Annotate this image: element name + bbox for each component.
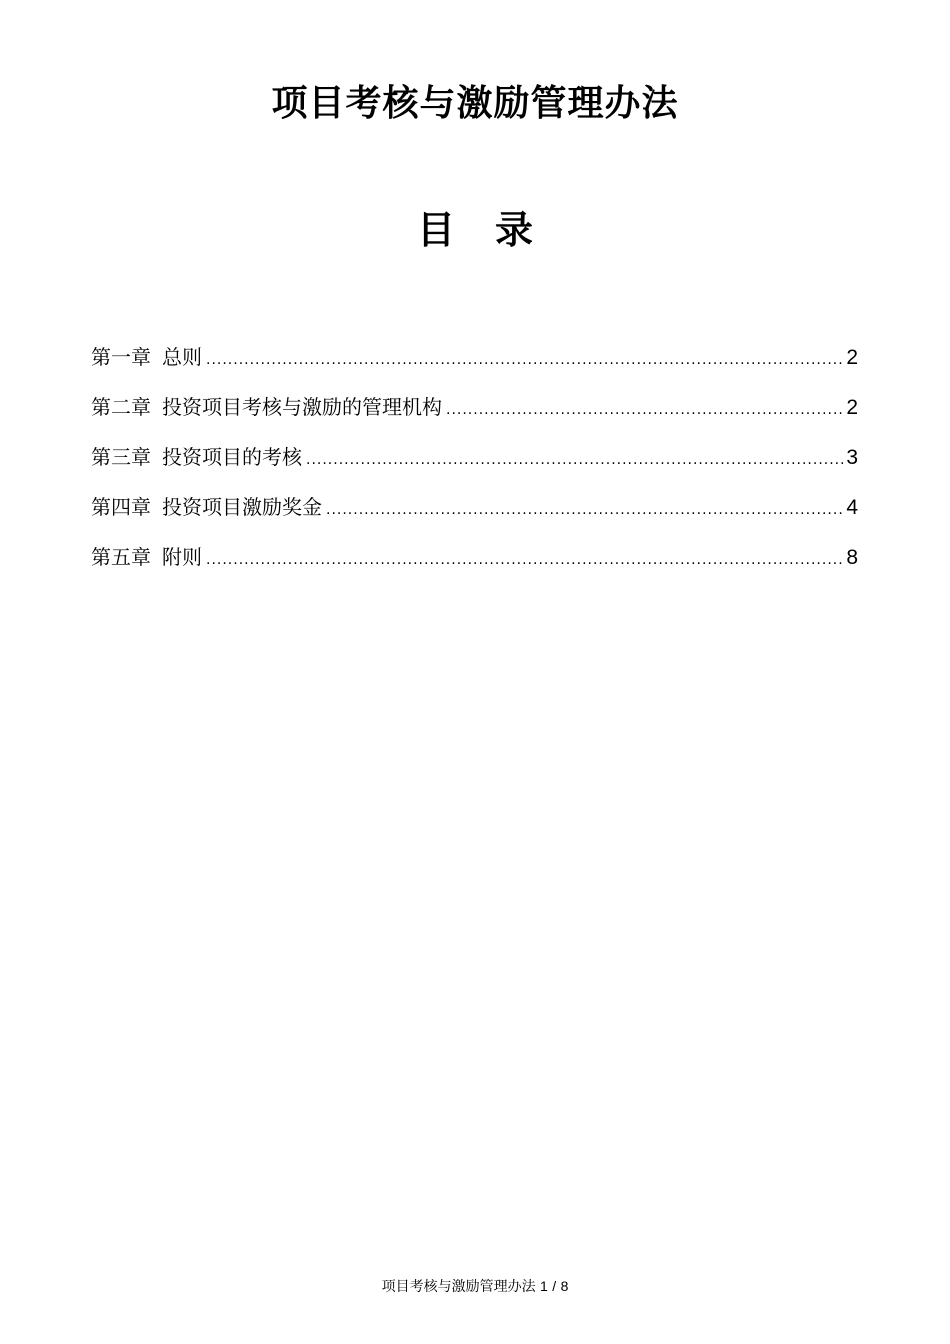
toc-chapter-number: 第一章 — [91, 345, 151, 369]
table-of-contents — [91, 339, 858, 589]
page-footer — [0, 1276, 950, 1297]
toc-entry-chapter-4[interactable] — [91, 489, 858, 539]
toc-chapter-name: 投资项目的考核 — [162, 445, 302, 469]
toc-dot-leader — [326, 492, 843, 528]
footer-total-pages: 8 — [560, 1278, 569, 1294]
toc-dot-leader — [206, 342, 843, 378]
toc-dot-leader — [206, 542, 843, 578]
toc-entry-chapter-2[interactable] — [91, 389, 858, 439]
toc-page-number: 4 — [846, 496, 858, 519]
toc-dot-leader — [446, 392, 843, 428]
footer-document-title: 项目考核与激励管理办法 — [381, 1279, 536, 1295]
document-title: 项目考核与激励管理办法 — [271, 83, 679, 124]
toc-heading-right: 录 — [495, 208, 534, 252]
toc-chapter-name: 投资项目考核与激励的管理机构 — [162, 395, 442, 419]
toc-chapter-number: 第三章 — [91, 445, 151, 469]
toc-page-number: 3 — [846, 446, 858, 469]
toc-chapter-number: 第五章 — [91, 545, 151, 569]
toc-chapter-number: 第四章 — [91, 495, 151, 519]
toc-chapter-number: 第二章 — [91, 395, 151, 419]
toc-chapter-name: 总则 — [162, 345, 202, 369]
toc-entry-chapter-3[interactable] — [91, 439, 858, 489]
toc-heading-left: 目 — [416, 208, 455, 252]
toc-page-number: 2 — [846, 346, 858, 369]
footer-current-page: 1 — [540, 1278, 548, 1294]
toc-entry-chapter-1[interactable] — [91, 339, 858, 389]
toc-heading — [0, 202, 950, 258]
toc-entry-chapter-5[interactable] — [91, 539, 858, 589]
toc-page-number: 8 — [846, 546, 858, 569]
toc-chapter-name: 附则 — [162, 545, 202, 569]
toc-chapter-name: 投资项目激励奖金 — [162, 495, 322, 519]
toc-page-number: 2 — [846, 396, 858, 419]
toc-dot-leader — [306, 442, 843, 478]
footer-page-separator: / — [552, 1278, 557, 1294]
